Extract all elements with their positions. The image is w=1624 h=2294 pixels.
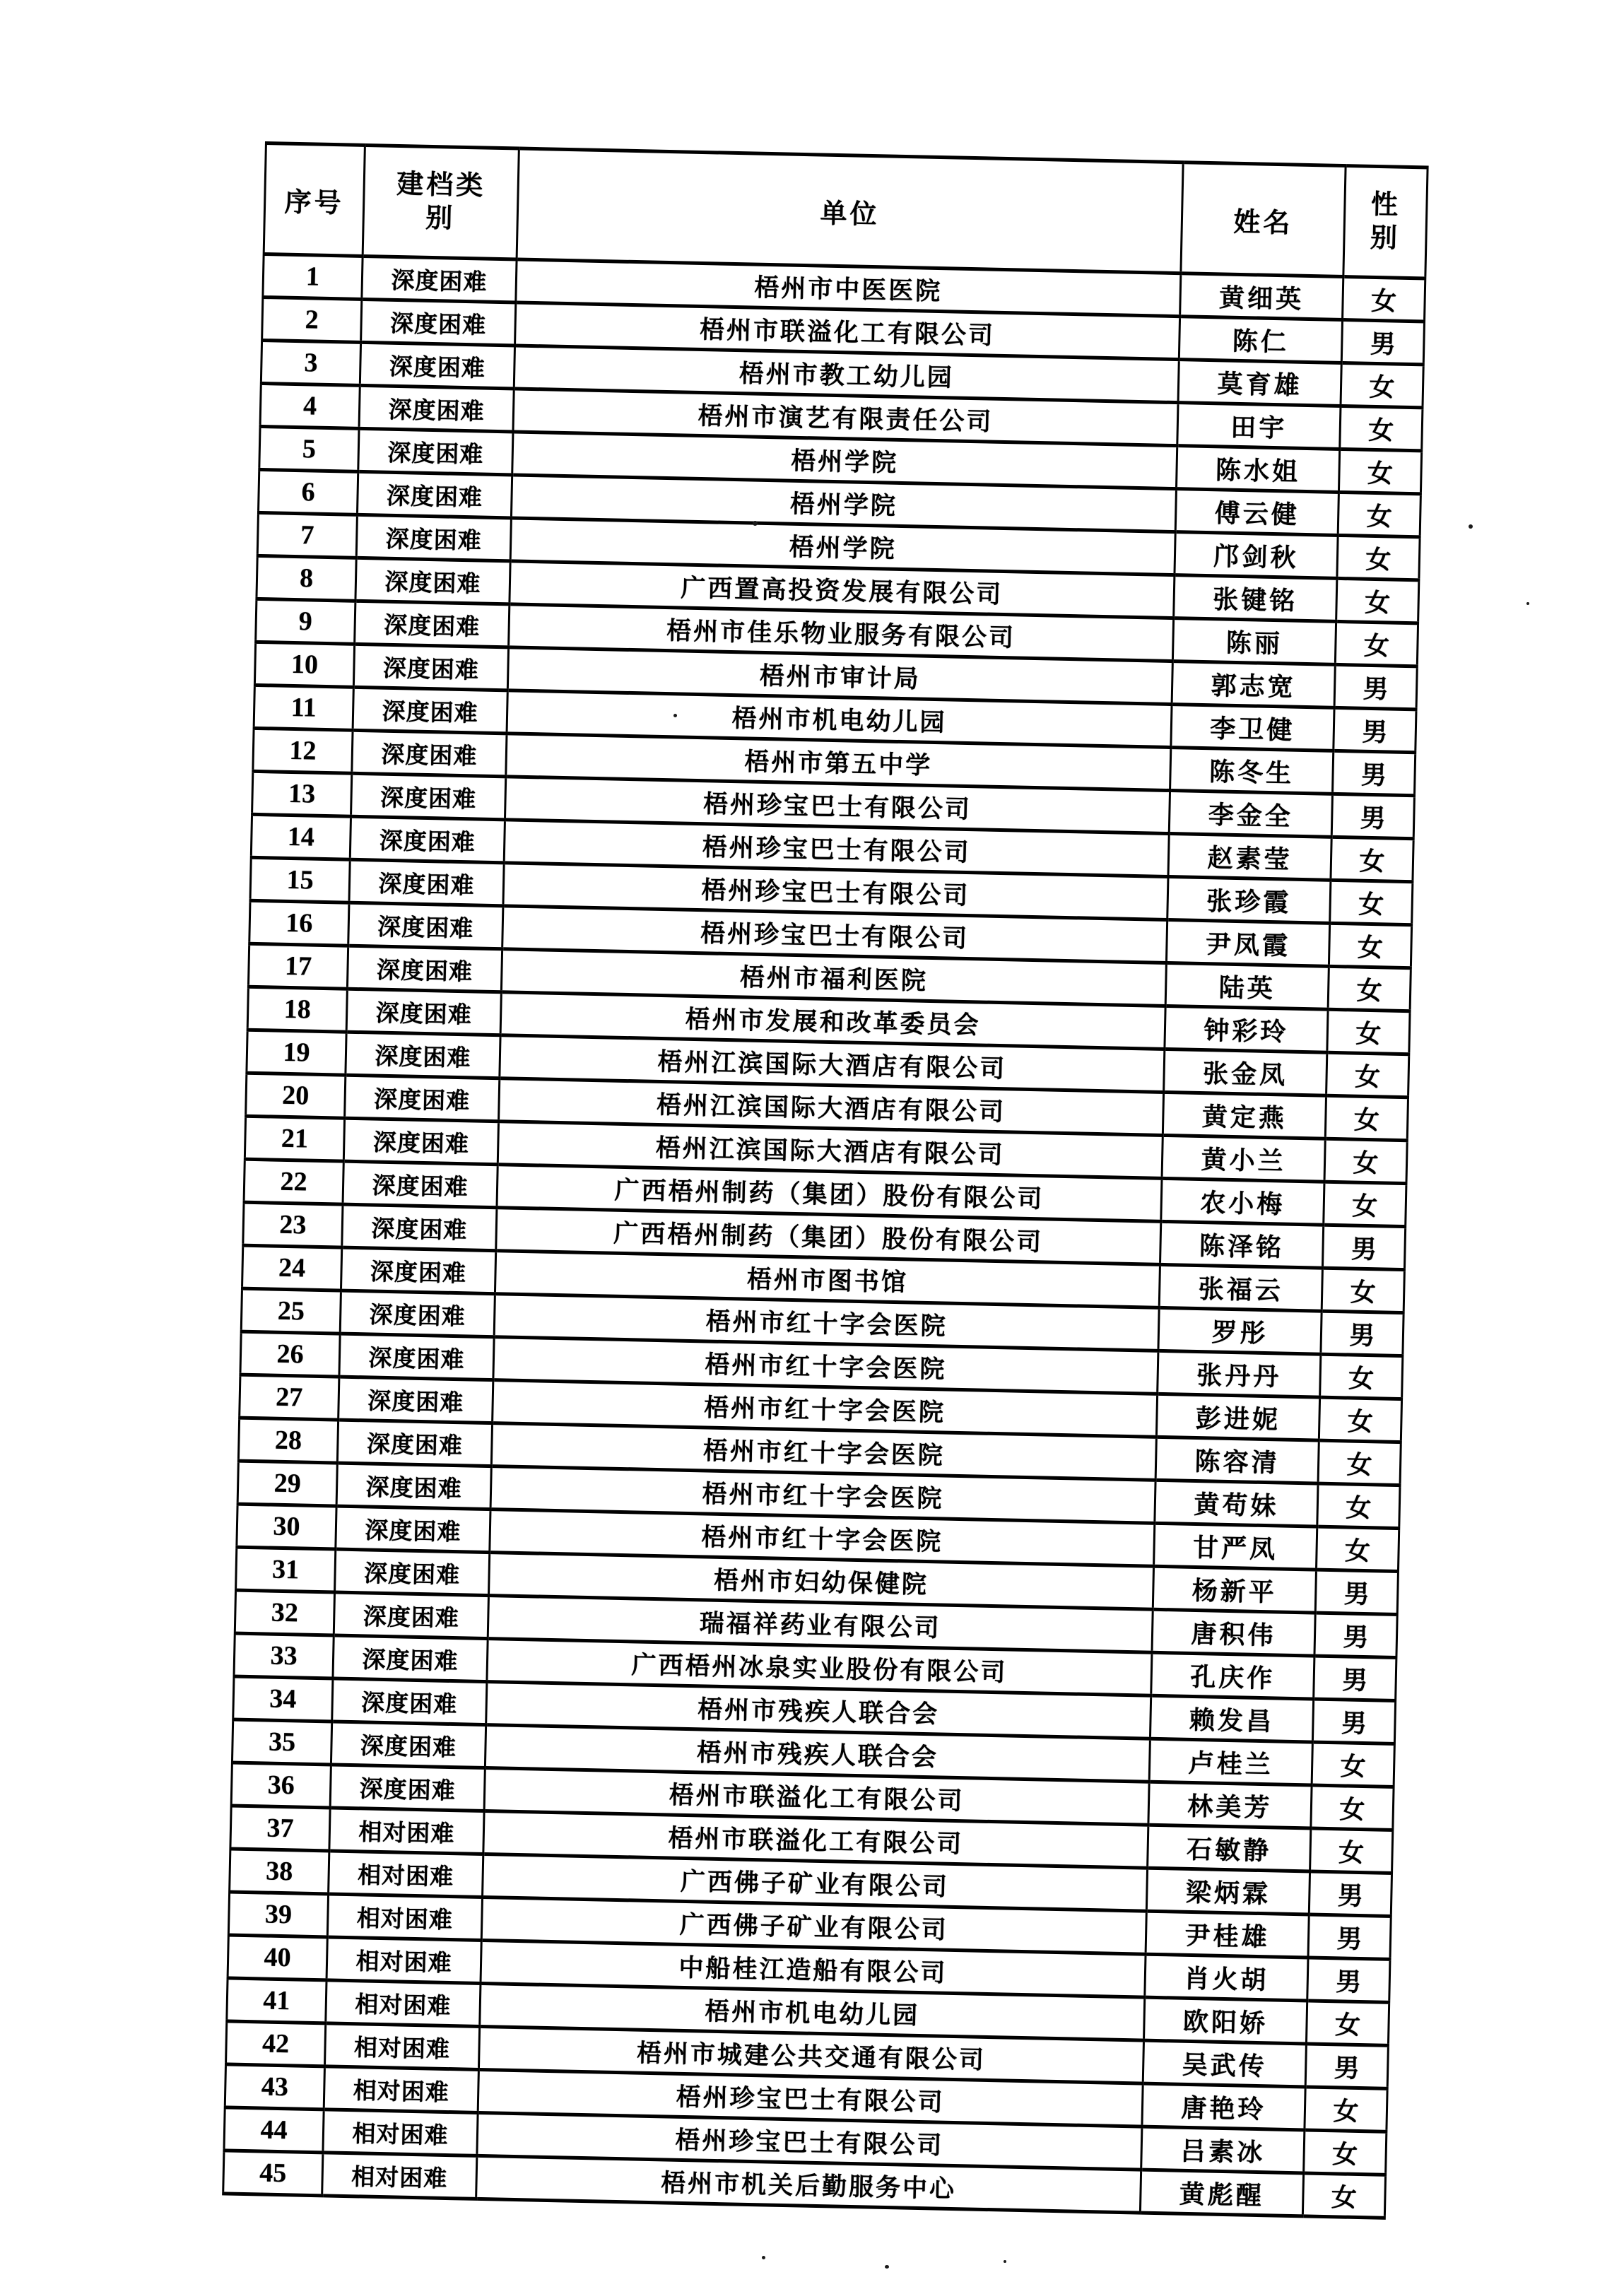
- cell-gender: 男: [1314, 1613, 1397, 1657]
- cell-gender: 女: [1335, 621, 1418, 666]
- cell-gender: 女: [1338, 492, 1420, 536]
- cell-no: 39: [228, 1892, 328, 1937]
- cell-unit: 梧州市红十字会医院: [493, 1337, 1158, 1394]
- table-body: [223, 254, 1425, 2218]
- cell-no: 25: [241, 1288, 341, 1334]
- cell-gender: 男: [1305, 2044, 1388, 2088]
- col-header-no: 序号: [264, 143, 365, 257]
- cell-name: 陈丽: [1172, 618, 1336, 665]
- cell-no: 36: [231, 1763, 331, 1808]
- cell-no: 1: [263, 254, 363, 299]
- cell-unit: 梧州市联溢化工有限公司: [483, 1811, 1148, 1869]
- cell-gender: 女: [1337, 535, 1420, 580]
- cell-name: 钟彩玲: [1165, 1006, 1328, 1052]
- cell-no: 43: [225, 2064, 324, 2110]
- cell-name: 孔庆作: [1151, 1652, 1314, 1699]
- cell-gender: 女: [1322, 1268, 1404, 1312]
- cell-gender: 女: [1336, 578, 1419, 623]
- cell-gender: 女: [1316, 1527, 1399, 1571]
- cell-category: 深度困难: [342, 1204, 497, 1251]
- cell-gender: 男: [1309, 1871, 1391, 1916]
- cell-name: 黄细英: [1180, 273, 1343, 320]
- roster-table: [222, 141, 1429, 2220]
- cell-category: 深度困难: [337, 1420, 492, 1466]
- cell-no: 24: [242, 1245, 341, 1290]
- cell-category: 深度困难: [346, 989, 501, 1035]
- cell-unit: 广西梧州制药（集团）股份有限公司: [496, 1208, 1161, 1265]
- cell-category: 深度困难: [347, 946, 502, 992]
- cell-name: 唐艳玲: [1142, 2083, 1305, 2130]
- cell-unit: 梧州市佳乐物业服务有限公司: [509, 604, 1174, 661]
- cell-unit: 梧州江滨国际大酒店有限公司: [498, 1122, 1163, 1179]
- cell-name: 林美芳: [1148, 1782, 1312, 1828]
- cell-name: 黄定燕: [1163, 1092, 1326, 1139]
- cell-name: 张键铭: [1174, 575, 1337, 622]
- col-header-category: 建档类 别: [363, 145, 519, 259]
- cell-gender: 女: [1310, 1828, 1393, 1873]
- cell-no: 10: [254, 642, 354, 687]
- cell-name: 卢桂兰: [1149, 1739, 1312, 1785]
- cell-no: 23: [243, 1202, 343, 1247]
- scan-speck: [885, 2265, 889, 2269]
- cell-name: 陈泽铭: [1160, 1221, 1323, 1268]
- cell-unit: 梧州市妇幼保健院: [488, 1553, 1153, 1610]
- cell-no: 44: [224, 2107, 324, 2153]
- cell-category: 深度困难: [343, 1161, 498, 1208]
- cell-unit: 梧州市残疾人联合会: [485, 1725, 1150, 1782]
- cell-gender: 女: [1317, 1483, 1400, 1528]
- cell-category: 相对困难: [324, 2066, 478, 2113]
- roster-table-wrap: [222, 141, 1427, 2220]
- cell-unit: 广西梧州制药（集团）股份有限公司: [497, 1165, 1162, 1222]
- cell-gender: 男: [1331, 794, 1414, 838]
- cell-category: 深度困难: [332, 1678, 487, 1725]
- cell-no: 4: [260, 383, 360, 428]
- cell-gender: 男: [1332, 751, 1415, 795]
- cell-name: 黄小兰: [1162, 1135, 1325, 1182]
- cell-gender: 男: [1315, 1570, 1398, 1614]
- cell-category: 深度困难: [353, 644, 508, 690]
- cell-name: 张福云: [1159, 1264, 1322, 1311]
- cell-category: 深度困难: [343, 1118, 498, 1165]
- cell-category: 深度困难: [353, 687, 507, 734]
- cell-unit: 梧州市红十字会医院: [493, 1380, 1158, 1437]
- cell-unit: 梧州学院: [510, 518, 1175, 575]
- cell-no: 38: [230, 1849, 329, 1894]
- cell-no: 40: [228, 1935, 327, 1980]
- cell-no: 30: [237, 1504, 336, 1549]
- cell-no: 41: [227, 1978, 326, 2023]
- cell-unit: 梧州学院: [511, 475, 1176, 532]
- cell-no: 31: [236, 1547, 336, 1592]
- cell-unit: 梧州珍宝巴士有限公司: [502, 906, 1167, 963]
- cell-name: 陈仁: [1179, 317, 1342, 363]
- cell-gender: 女: [1341, 363, 1423, 407]
- cell-unit: 梧州市机电幼儿园: [480, 1983, 1145, 2040]
- cell-gender: 男: [1334, 707, 1416, 752]
- cell-no: 34: [233, 1676, 333, 1722]
- cell-category: 相对困难: [329, 1851, 483, 1898]
- cell-name: 黄苟妹: [1155, 1480, 1318, 1527]
- cell-gender: 男: [1341, 319, 1424, 364]
- cell-name: 罗彤: [1158, 1307, 1322, 1354]
- cell-gender: 女: [1325, 1095, 1408, 1140]
- cell-unit: 梧州市红十字会医院: [490, 1510, 1155, 1567]
- cell-no: 3: [261, 340, 360, 385]
- cell-name: 唐积伟: [1152, 1609, 1315, 1656]
- cell-no: 8: [257, 555, 356, 601]
- cell-no: 27: [240, 1375, 339, 1420]
- cell-category: 深度困难: [340, 1290, 495, 1337]
- cell-name: 张金凤: [1164, 1049, 1327, 1095]
- cell-name: 陈容清: [1155, 1437, 1319, 1483]
- cell-category: 深度困难: [345, 1075, 500, 1122]
- cell-category: 深度困难: [351, 773, 506, 820]
- cell-category: 相对困难: [326, 1937, 481, 1984]
- cell-name: 杨新平: [1153, 1566, 1316, 1613]
- cell-category: 深度困难: [349, 859, 504, 906]
- cell-name: 张丹丹: [1158, 1351, 1321, 1397]
- cell-name: 陈冬生: [1170, 748, 1334, 794]
- cell-gender: 女: [1304, 2130, 1387, 2175]
- cell-no: 33: [234, 1633, 334, 1678]
- cell-gender: 女: [1330, 880, 1413, 924]
- scan-speck: [673, 714, 677, 717]
- cell-category: 相对困难: [329, 1808, 484, 1854]
- cell-name: 李金全: [1169, 791, 1332, 837]
- cell-gender: 女: [1312, 1742, 1394, 1787]
- cell-category: 深度困难: [361, 299, 516, 346]
- cell-unit: 梧州市联溢化工有限公司: [515, 302, 1180, 360]
- cell-category: 相对困难: [326, 1980, 481, 2027]
- cell-category: 深度困难: [350, 816, 505, 863]
- cell-category: 深度困难: [348, 902, 503, 949]
- cell-unit: 梧州市联溢化工有限公司: [484, 1768, 1149, 1825]
- cell-unit: 广西佛子矿业有限公司: [483, 1854, 1148, 1911]
- cell-no: 2: [262, 297, 362, 342]
- cell-name: 莫育雄: [1178, 360, 1341, 406]
- cell-no: 11: [254, 685, 353, 730]
- cell-gender: 女: [1305, 2087, 1387, 2131]
- cell-category: 深度困难: [341, 1247, 495, 1294]
- cell-unit: 梧州市演艺有限责任公司: [513, 389, 1178, 446]
- col-header-unit: 单位: [517, 148, 1183, 273]
- cell-category: 深度困难: [346, 1032, 500, 1078]
- cell-no: 42: [226, 2021, 326, 2066]
- cell-no: 15: [250, 857, 350, 902]
- cell-gender: 女: [1343, 276, 1425, 321]
- cell-unit: 梧州江滨国际大酒店有限公司: [499, 1078, 1164, 1136]
- cell-gender: 女: [1329, 923, 1411, 967]
- cell-unit: 广西梧州冰泉实业股份有限公司: [487, 1639, 1152, 1696]
- cell-category: 深度困难: [336, 1506, 490, 1553]
- cell-name: 张珍霞: [1167, 876, 1331, 923]
- cell-name: 尹凤霞: [1166, 919, 1329, 966]
- cell-name: 梁炳霖: [1146, 1868, 1310, 1914]
- cell-name: 石敏静: [1148, 1825, 1311, 1871]
- cell-no: 5: [259, 426, 359, 471]
- cell-no: 45: [223, 2151, 323, 2196]
- cell-no: 18: [247, 987, 347, 1032]
- cell-unit: 梧州市机关后勤服务中心: [476, 2155, 1141, 2213]
- cell-category: 深度困难: [355, 558, 510, 604]
- cell-no: 19: [247, 1030, 346, 1075]
- scan-speck: [1526, 602, 1529, 605]
- cell-gender: 女: [1324, 1139, 1407, 1183]
- cell-no: 17: [248, 943, 348, 989]
- cell-unit: 梧州市残疾人联合会: [486, 1682, 1151, 1739]
- cell-unit: 梧州市机电幼儿园: [507, 690, 1172, 748]
- cell-no: 9: [256, 599, 355, 644]
- cell-unit: 梧州珍宝巴士有限公司: [478, 2069, 1143, 2127]
- cell-category: 深度困难: [339, 1377, 493, 1423]
- cell-no: 32: [235, 1590, 334, 1635]
- cell-category: 深度困难: [330, 1765, 485, 1811]
- cell-name: 邝剑秋: [1175, 532, 1338, 579]
- cell-category: 相对困难: [324, 2023, 479, 2070]
- cell-name: 赖发昌: [1150, 1695, 1313, 1742]
- cell-no: 21: [245, 1116, 344, 1161]
- col-header-name: 姓名: [1181, 163, 1346, 277]
- cell-gender: 女: [1338, 449, 1421, 493]
- cell-unit: 梧州市审计局: [507, 647, 1172, 705]
- cell-no: 28: [238, 1418, 338, 1463]
- cell-no: 29: [237, 1461, 337, 1506]
- cell-no: 16: [249, 900, 349, 946]
- cell-name: 田宇: [1177, 403, 1341, 449]
- cell-gender: 男: [1314, 1656, 1396, 1700]
- cell-no: 22: [244, 1159, 343, 1204]
- cell-unit: 梧州珍宝巴士有限公司: [477, 2112, 1142, 2170]
- cell-category: 深度困难: [339, 1334, 494, 1380]
- cell-unit: 梧州市中医医院: [516, 259, 1181, 317]
- cell-no: 7: [257, 512, 357, 558]
- cell-category: 深度困难: [357, 471, 512, 518]
- cell-gender: 男: [1321, 1311, 1404, 1355]
- cell-name: 傅云健: [1175, 489, 1338, 536]
- cell-unit: 梧州学院: [512, 432, 1177, 489]
- cell-unit: 梧州市教工幼儿园: [514, 346, 1179, 403]
- cell-unit: 梧州珍宝巴士有限公司: [504, 820, 1169, 877]
- cell-name: 尹桂雄: [1146, 1911, 1309, 1958]
- cell-category: 深度困难: [336, 1463, 491, 1510]
- cell-category: 相对困难: [323, 2110, 478, 2156]
- cell-name: 农小梅: [1161, 1178, 1324, 1225]
- cell-gender: 男: [1322, 1225, 1405, 1269]
- cell-gender: 男: [1308, 1914, 1391, 1959]
- cell-no: 6: [258, 469, 358, 514]
- cell-category: 深度困难: [352, 730, 507, 777]
- cell-unit: 瑞福祥药业有限公司: [488, 1596, 1153, 1653]
- cell-no: 35: [232, 1719, 331, 1765]
- cell-gender: 男: [1307, 1958, 1390, 2002]
- cell-gender: 女: [1318, 1440, 1401, 1485]
- cell-gender: 女: [1320, 1354, 1403, 1399]
- cell-category: 相对困难: [322, 2153, 477, 2199]
- cell-unit: 梧州市图书馆: [495, 1251, 1160, 1308]
- cell-category: 深度困难: [333, 1635, 488, 1682]
- cell-unit: 梧州江滨国际大酒店有限公司: [500, 1035, 1165, 1093]
- cell-unit: 梧州市城建公共交通有限公司: [478, 2026, 1143, 2083]
- cell-category: 深度困难: [355, 601, 510, 647]
- cell-name: 陈水姐: [1176, 446, 1339, 493]
- cell-unit: 广西置高投资发展有限公司: [510, 561, 1175, 618]
- cell-gender: 女: [1340, 406, 1423, 450]
- cell-unit: 梧州珍宝巴士有限公司: [503, 863, 1168, 920]
- cell-gender: 女: [1331, 837, 1413, 881]
- col-header-gender: 性 别: [1343, 166, 1428, 278]
- cell-gender: 男: [1312, 1699, 1395, 1743]
- cell-name: 吕素冰: [1141, 2127, 1305, 2173]
- cell-category: 深度困难: [331, 1722, 486, 1768]
- cell-category: 深度困难: [359, 385, 514, 432]
- cell-no: 12: [253, 728, 353, 773]
- cell-name: 彭进妮: [1156, 1394, 1319, 1440]
- cell-no: 37: [230, 1806, 330, 1851]
- cell-name: 李卫健: [1171, 705, 1334, 751]
- cell-gender: 女: [1319, 1397, 1401, 1442]
- cell-gender: 女: [1302, 2173, 1385, 2218]
- cell-unit: 梧州市福利医院: [501, 949, 1166, 1006]
- cell-category: 相对困难: [327, 1894, 482, 1941]
- cell-unit: 广西佛子矿业有限公司: [481, 1897, 1146, 1954]
- cell-name: 吴武传: [1143, 2040, 1306, 2087]
- cell-gender: 女: [1324, 1182, 1406, 1226]
- scan-speck: [1004, 2260, 1006, 2263]
- cell-category: 深度困难: [356, 514, 511, 561]
- cell-unit: 梧州市红十字会医院: [491, 1423, 1156, 1481]
- cell-name: 甘严凤: [1154, 1523, 1317, 1570]
- cell-no: 26: [240, 1331, 340, 1377]
- cell-no: 13: [252, 771, 352, 816]
- cell-unit: 梧州市第五中学: [506, 734, 1171, 791]
- cell-category: 深度困难: [335, 1549, 490, 1596]
- cell-name: 黄彪醒: [1140, 2170, 1303, 2216]
- cell-name: 欧阳娇: [1143, 1997, 1307, 2044]
- cell-gender: 女: [1327, 1009, 1410, 1054]
- cell-unit: 梧州市红十字会医院: [494, 1294, 1159, 1351]
- cell-category: 深度困难: [334, 1592, 488, 1639]
- cell-no: 20: [246, 1073, 346, 1118]
- cell-gender: 男: [1334, 664, 1417, 709]
- scan-speck: [1469, 524, 1473, 529]
- cell-gender: 女: [1311, 1785, 1394, 1830]
- scan-speck: [762, 2256, 765, 2259]
- cell-name: 赵素莹: [1168, 834, 1331, 881]
- cell-unit: 梧州市发展和改革委员会: [500, 992, 1165, 1049]
- cell-category: 深度困难: [360, 342, 514, 389]
- cell-gender: 女: [1328, 966, 1411, 1011]
- cell-gender: 女: [1306, 2001, 1389, 2045]
- cell-unit: 梧州珍宝巴士有限公司: [505, 777, 1170, 834]
- cell-category: 深度困难: [358, 428, 513, 475]
- cell-no: 14: [251, 814, 351, 859]
- cell-name: 郭志宽: [1172, 661, 1335, 708]
- cell-category: 深度困难: [362, 256, 517, 302]
- cell-unit: 梧州市红十字会医院: [490, 1466, 1155, 1524]
- cell-gender: 女: [1326, 1052, 1409, 1097]
- scan-speck: [753, 521, 758, 526]
- cell-unit: 中船桂江造船有限公司: [481, 1940, 1146, 1997]
- cell-name: 陆英: [1165, 963, 1329, 1009]
- cell-name: 肖火胡: [1145, 1954, 1308, 2001]
